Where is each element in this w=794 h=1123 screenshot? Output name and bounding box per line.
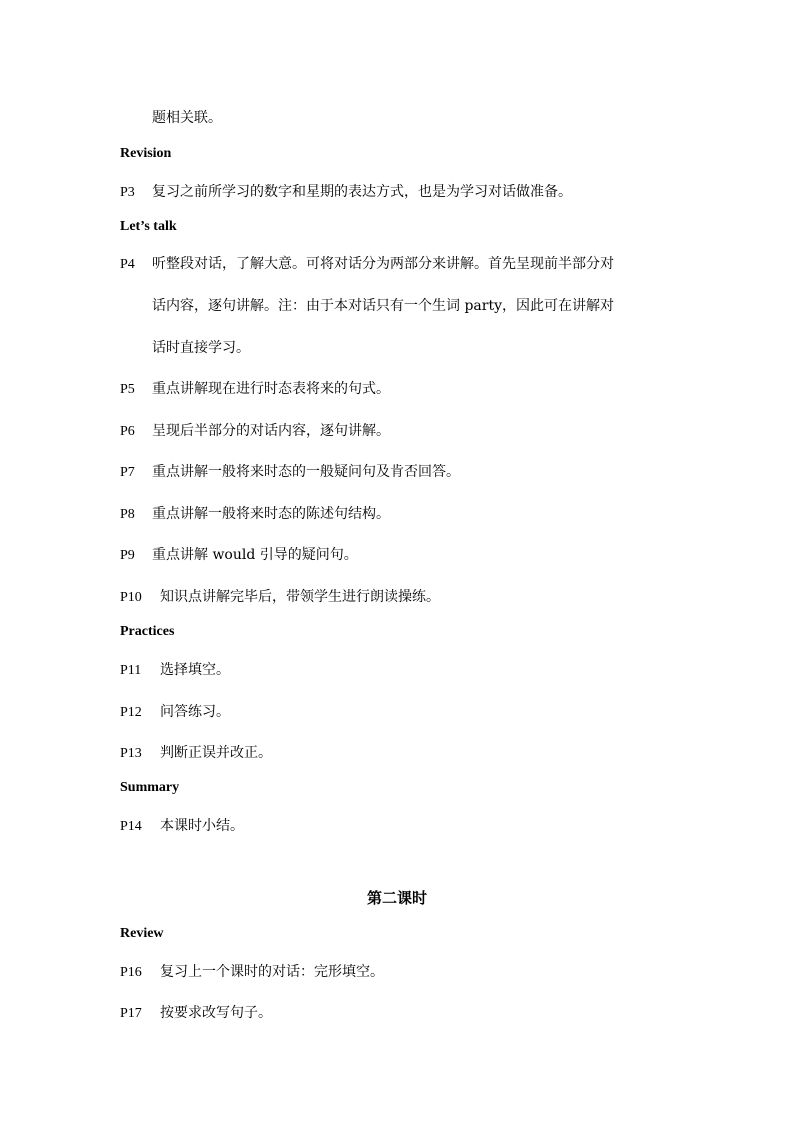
paragraph-p11 <box>120 660 230 681</box>
paragraph-number: P12 <box>120 705 142 720</box>
paragraph-p5 <box>120 379 390 400</box>
paragraph-text: 呈现后半部分的对话内容，逐句讲解。 <box>152 423 390 439</box>
paragraph-text: 重点讲解现在进行时态表将来的句式。 <box>152 381 390 397</box>
paragraph-number: P10 <box>120 590 142 605</box>
paragraph-p4 <box>120 254 614 275</box>
paragraph-text: 判断正误并改正。 <box>160 745 272 761</box>
paragraph-text: 复习之前所学习的数字和星期的表达方式，也是为学习对话做准备。 <box>152 184 572 200</box>
continuation-text: 题相关联。 <box>152 110 222 126</box>
paragraph-p8 <box>120 504 390 525</box>
heading-revision: Revision <box>120 146 172 161</box>
paragraph-number: P17 <box>120 1006 142 1021</box>
paragraph-text: 重点讲解一般将来时态的陈述句结构。 <box>152 506 390 522</box>
paragraph-p4-line2: 话内容，逐句讲解。注：由于本对话只有一个生词 party，因此可在讲解对 <box>152 298 614 314</box>
paragraph-p17 <box>120 1003 272 1024</box>
heading-summary: Summary <box>120 780 180 795</box>
paragraph-p6 <box>120 421 390 442</box>
heading-review: Review <box>120 926 164 941</box>
section-title: 第二课时 <box>366 889 427 907</box>
paragraph-number: P7 <box>120 465 135 480</box>
paragraph-text: 本课时小结。 <box>160 818 244 834</box>
paragraph-number: P5 <box>120 382 135 397</box>
paragraph-text: 知识点讲解完毕后，带领学生进行朗读操练。 <box>160 589 440 605</box>
paragraph-p9 <box>120 545 358 566</box>
paragraph-text: 按要求改写句子。 <box>160 1005 272 1021</box>
paragraph-number: P13 <box>120 746 142 761</box>
paragraph-p4-line3: 话时直接学习。 <box>152 340 250 356</box>
paragraph-p16 <box>120 962 384 983</box>
paragraph-p10 <box>120 587 440 608</box>
paragraph-number: P9 <box>120 548 135 563</box>
paragraph-text: 听整段对话，了解大意。可将对话分为两部分来讲解。首先呈现前半部分对 <box>152 256 614 272</box>
paragraph-text: 重点讲解 would 引导的疑问句。 <box>152 547 358 563</box>
paragraph-number: P16 <box>120 965 142 980</box>
heading-lets-talk: Let’s talk <box>120 219 177 234</box>
heading-practices: Practices <box>120 624 175 639</box>
paragraph-p13 <box>120 743 272 764</box>
paragraph-p3 <box>120 182 572 203</box>
paragraph-p7 <box>120 462 460 483</box>
paragraph-text: 问答练习。 <box>160 704 230 720</box>
paragraph-number: P4 <box>120 257 135 272</box>
paragraph-text: 重点讲解一般将来时态的一般疑问句及肯否回答。 <box>152 464 460 480</box>
paragraph-number: P6 <box>120 424 135 439</box>
paragraph-number: P14 <box>120 819 142 834</box>
paragraph-p12 <box>120 702 230 723</box>
paragraph-p14 <box>120 816 244 837</box>
paragraph-text: 复习上一个课时的对话：完形填空。 <box>160 964 384 980</box>
paragraph-number: P11 <box>120 663 142 678</box>
paragraph-number: P8 <box>120 507 135 522</box>
paragraph-text: 选择填空。 <box>160 662 230 678</box>
paragraph-number: P3 <box>120 185 135 200</box>
